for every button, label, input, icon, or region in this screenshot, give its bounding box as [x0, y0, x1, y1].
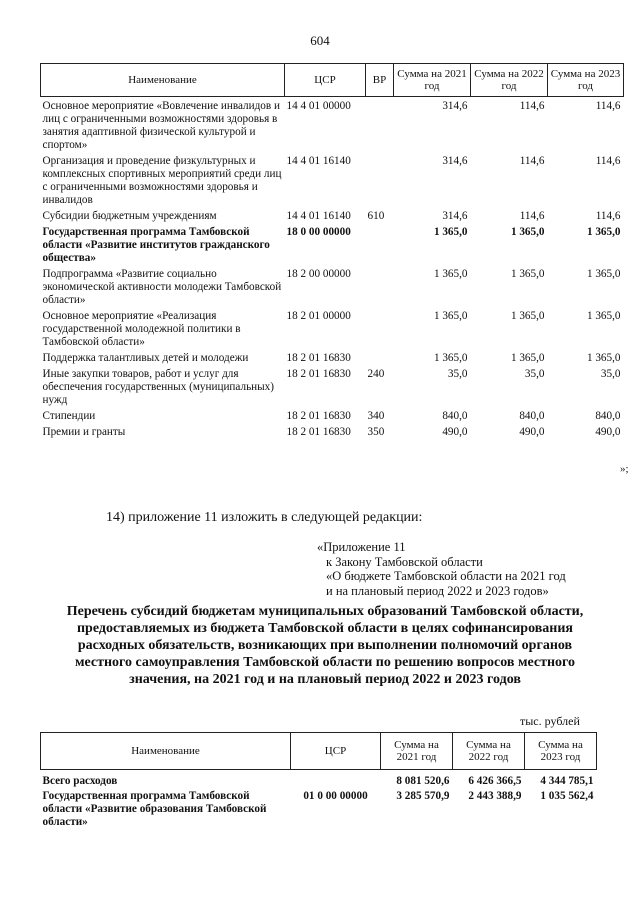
row-name: Основное мероприятие «Реализация государственной молодежной политики в Тамбовской области» [42, 310, 241, 348]
row-name: Основное мероприятие «Вовлечение инвалидов и лиц с ограниченными возможностями здоровья в занятия адаптивной физической культурой и спортом» [42, 100, 280, 151]
row-sum-2022: 1 365,0 [510, 226, 545, 238]
row-sum-2023: 1 365,0 [586, 226, 621, 238]
table-row [41, 154, 624, 209]
row-sum-2023: 1 035 562,4 [540, 790, 594, 802]
row-sum-2023: 114,6 [595, 100, 621, 112]
row-sum-2022: 35,0 [524, 368, 545, 380]
table-row [41, 351, 624, 367]
row-sum-2021: 1 365,0 [433, 352, 468, 364]
row-name: Организация и проведение физкультурных и комплексных спортивных мероприятий среди лиц с ограниченными возможностями здоровья и инвалидов [42, 155, 282, 206]
row-csr: 18 2 01 00000 [286, 310, 351, 322]
row-name: Субсидии бюджетным учреждениям [42, 210, 217, 222]
header-name: Наименование [41, 64, 285, 97]
row-vr: 340 [367, 410, 385, 422]
row-vr [366, 351, 394, 367]
row-sum-2022: 1 365,0 [510, 352, 545, 364]
header-sum-2023: Сумма на 2023 год [548, 64, 624, 97]
row-sum-2021: 314,6 [442, 210, 468, 222]
row-csr: 14 4 01 00000 [286, 100, 351, 112]
row-sum-2021: 35,0 [447, 368, 468, 380]
row-name: Подпрограмма «Развитие социально экономической активности молодежи Тамбовской области» [42, 268, 282, 306]
row-sum-2021: 3 285 570,9 [396, 790, 450, 802]
row-sum-2022: 114,6 [519, 100, 545, 112]
header-sum-2021: Сумма на 2021 год [394, 64, 471, 97]
row-sum-2022: 114,6 [519, 155, 545, 167]
units-label: тыс. рублей [520, 714, 580, 728]
appendix-line: «О бюджете Тамбовской области на 2021 год [326, 569, 566, 583]
table-header-row [41, 733, 597, 770]
row-sum-2023: 35,0 [600, 368, 621, 380]
appendix-line: «Приложение 11 [317, 540, 406, 554]
row-vr [366, 267, 394, 309]
table-row [41, 425, 624, 441]
row-sum-2022: 2 443 388,9 [468, 790, 522, 802]
row-vr: 610 [367, 210, 385, 222]
row-name: Государственная программа Тамбовской области «Развитие образования Тамбовской области» [42, 790, 267, 828]
row-csr: 18 2 01 16830 [286, 410, 351, 422]
row-sum-2022: 490,0 [519, 426, 545, 438]
page-number: 604 [310, 33, 330, 48]
appendix-line: к Закону Тамбовской области [326, 554, 483, 569]
header-csr: ЦСР [285, 64, 366, 97]
header-sum-2023: Сумма на 2023 год [525, 733, 597, 770]
row-name: Всего расходов [42, 775, 118, 787]
row-sum-2022: 6 426 366,5 [468, 775, 522, 787]
row-vr: 240 [367, 368, 385, 380]
row-vr [366, 97, 394, 155]
row-csr: 01 0 00 00000 [303, 790, 368, 802]
row-csr: 18 0 00 00000 [286, 226, 351, 238]
row-vr: 350 [367, 426, 385, 438]
row-sum-2021: 1 365,0 [433, 310, 468, 322]
row-sum-2022: 1 365,0 [510, 310, 545, 322]
row-csr: 14 4 01 16140 [286, 210, 351, 222]
appendix-line: и на плановый период 2022 и 2023 годов» [326, 583, 549, 598]
appendix-caption [317, 540, 566, 598]
row-csr: 18 2 00 00000 [286, 268, 351, 280]
row-sum-2023: 1 365,0 [586, 268, 621, 280]
header-name: Наименование [41, 733, 291, 770]
row-vr [366, 309, 394, 351]
table-header-row [41, 64, 624, 97]
table-row [41, 409, 624, 425]
row-sum-2023: 4 344 785,1 [540, 775, 594, 787]
row-vr [366, 154, 394, 209]
row-sum-2021: 1 365,0 [433, 226, 468, 238]
row-sum-2023: 1 365,0 [586, 310, 621, 322]
row-sum-2023: 114,6 [595, 155, 621, 167]
row-name: Поддержка талантливых детей и молодежи [42, 352, 249, 364]
document-title: Перечень субсидий бюджетам муниципальных образований Тамбовской области, предоставляемых из бюджета Тамбовской области в целях софинансирования расходных обязательств, возникающих при выполнении полномочий органов местного самоуправления Тамбовской области по решению вопросов местного значения, на 2021 год и на плановый период 2022 и 2023 годов [66, 604, 584, 687]
row-sum-2021: 8 081 520,6 [396, 775, 450, 787]
header-sum-2022: Сумма на 2022 год [471, 64, 548, 97]
table-row [41, 367, 624, 409]
table-row [41, 209, 624, 225]
row-csr: 18 2 01 16830 [286, 352, 351, 364]
amendment-item-14: 14) приложение 11 изложить в следующей редакции: [106, 510, 423, 525]
table-row [41, 770, 597, 790]
row-sum-2022: 114,6 [519, 210, 545, 222]
row-csr: 14 4 01 16140 [286, 155, 351, 167]
row-name: Премии и гранты [42, 426, 126, 438]
header-csr: ЦСР [291, 733, 381, 770]
table-row [41, 97, 624, 155]
row-csr: 18 2 01 16830 [286, 426, 351, 438]
row-sum-2021: 490,0 [442, 426, 468, 438]
row-csr [291, 770, 381, 790]
header-sum-2021: Сумма на 2021 год [381, 733, 453, 770]
row-sum-2021: 1 365,0 [433, 268, 468, 280]
table-row [41, 309, 624, 351]
row-name: Стипендии [42, 410, 96, 422]
row-vr [366, 225, 394, 267]
row-name: Государственная программа Тамбовской области «Развитие институтов гражданского общества» [42, 226, 270, 264]
row-sum-2021: 840,0 [442, 410, 468, 422]
row-csr: 18 2 01 16830 [286, 368, 351, 380]
row-sum-2023: 490,0 [595, 426, 621, 438]
table-row [41, 225, 624, 267]
row-sum-2022: 1 365,0 [510, 268, 545, 280]
header-vr: ВР [366, 64, 394, 97]
row-sum-2023: 114,6 [595, 210, 621, 222]
table-row [41, 267, 624, 309]
closing-quote-mark: »; [620, 463, 629, 475]
row-sum-2021: 314,6 [442, 155, 468, 167]
row-sum-2021: 314,6 [442, 100, 468, 112]
table-expenditures [40, 63, 624, 441]
table-subsidies [40, 732, 597, 830]
row-name: Иные закупки товаров, работ и услуг для обеспечения государственных (муниципальных) нужд [42, 368, 274, 406]
table-row [41, 789, 597, 830]
row-sum-2023: 1 365,0 [586, 352, 621, 364]
row-sum-2023: 840,0 [595, 410, 621, 422]
header-sum-2022: Сумма на 2022 год [453, 733, 525, 770]
row-sum-2022: 840,0 [519, 410, 545, 422]
